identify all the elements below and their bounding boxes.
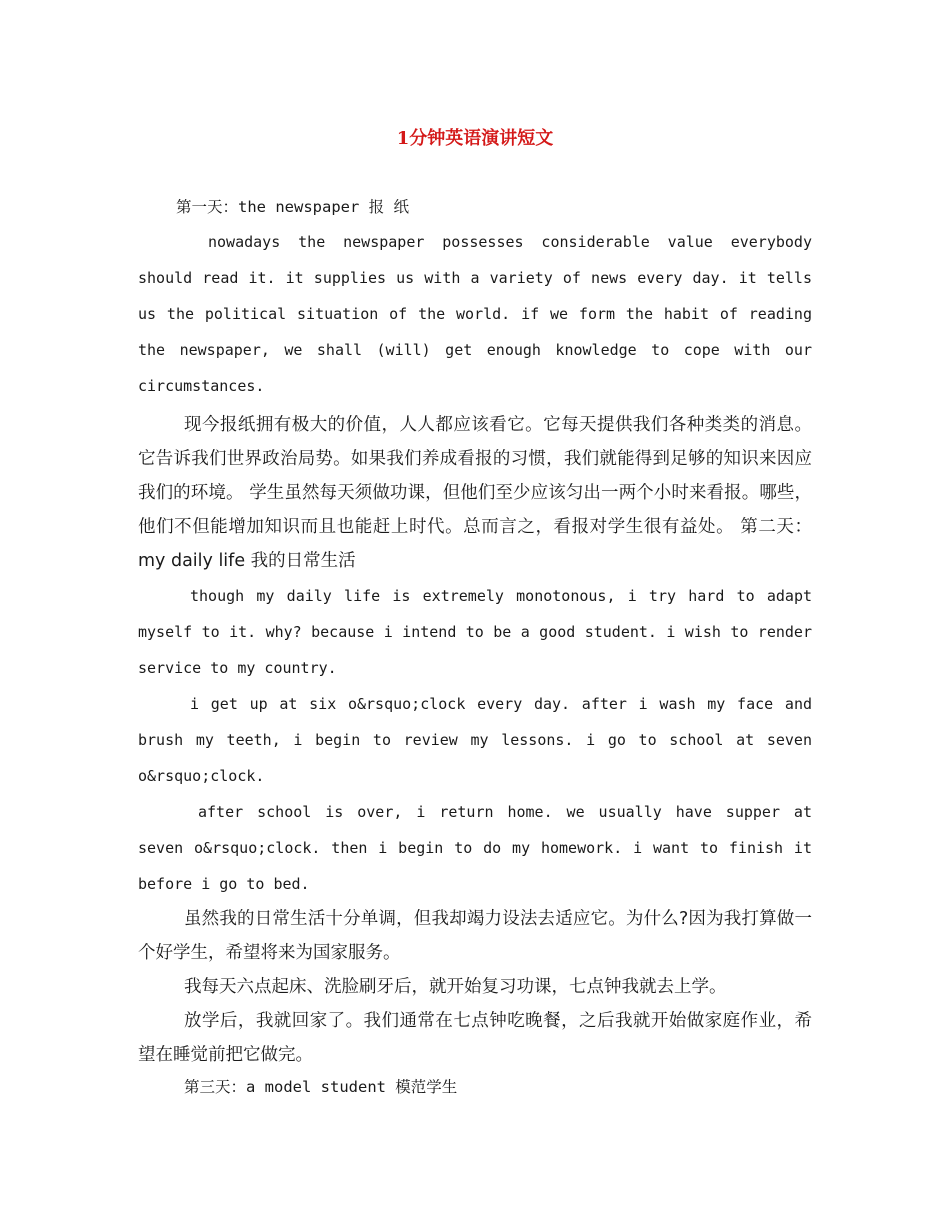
day1-chinese-paragraph: 现今报纸拥有极大的价值，人人都应该看它。它每天提供我们各种类类的消息。它告诉我们世界政治局势。如果我们养成看报的习惯，我们就能得到足够的知识来因应我们的环境。 学生虽然每天须做功课，但他们至少应该匀出一两个小时来看报。哪些，他们不但能增加知识而且也能赶上时代。总而言之，看报对学生很有益处。 第二天：my daily life 我的日常生活: [138, 415, 812, 571]
day2-english-paragraph-1: though my daily life is extremely monotonous, i try hard to adapt myself to it. why? because i intend to be a good student. i wish to render service to my country.: [138, 587, 812, 677]
day2-english-paragraph-2: i get up at six o&rsquo;clock every day. after i wash my face and brush my teeth, i begin to review my lessons. i go to school at seven o&rsquo;clock.: [138, 695, 812, 785]
document-body: [138, 192, 812, 1102]
day1-english-paragraph: nowadays the newspaper possesses considerable value everybody should read it. it supplies us with a variety of news every day. it tells us the political situation of the world. if we form the habit of reading the newspaper, we shall (will) get enough knowledge to cope with our circumstances.: [138, 233, 812, 395]
day2-english-paragraph-3: after school is over, i return home. we usually have supper at seven o&rsquo;clock. then i begin to do my homework. i want to finish it before i go to bed.: [138, 803, 812, 893]
day2-chinese-paragraph-1: 虽然我的日常生活十分单调，但我却竭力设法去适应它。为什么?因为我打算做一个好学生，希望将来为国家服务。: [138, 909, 812, 963]
document-title: 1分钟英语演讲短文: [396, 128, 554, 149]
day3-heading: 第三天：a model student 模范学生: [184, 1078, 458, 1096]
day1-heading: 第一天：the newspaper 报 纸: [176, 198, 409, 216]
day2-chinese-paragraph-3: 放学后，我就回家了。我们通常在七点钟吃晚餐，之后我就开始做家庭作业，希望在睡觉前把它做完。: [138, 1011, 812, 1065]
day2-chinese-paragraph-2: 我每天六点起床、洗脸刷牙后，就开始复习功课，七点钟我就去上学。: [184, 977, 727, 997]
